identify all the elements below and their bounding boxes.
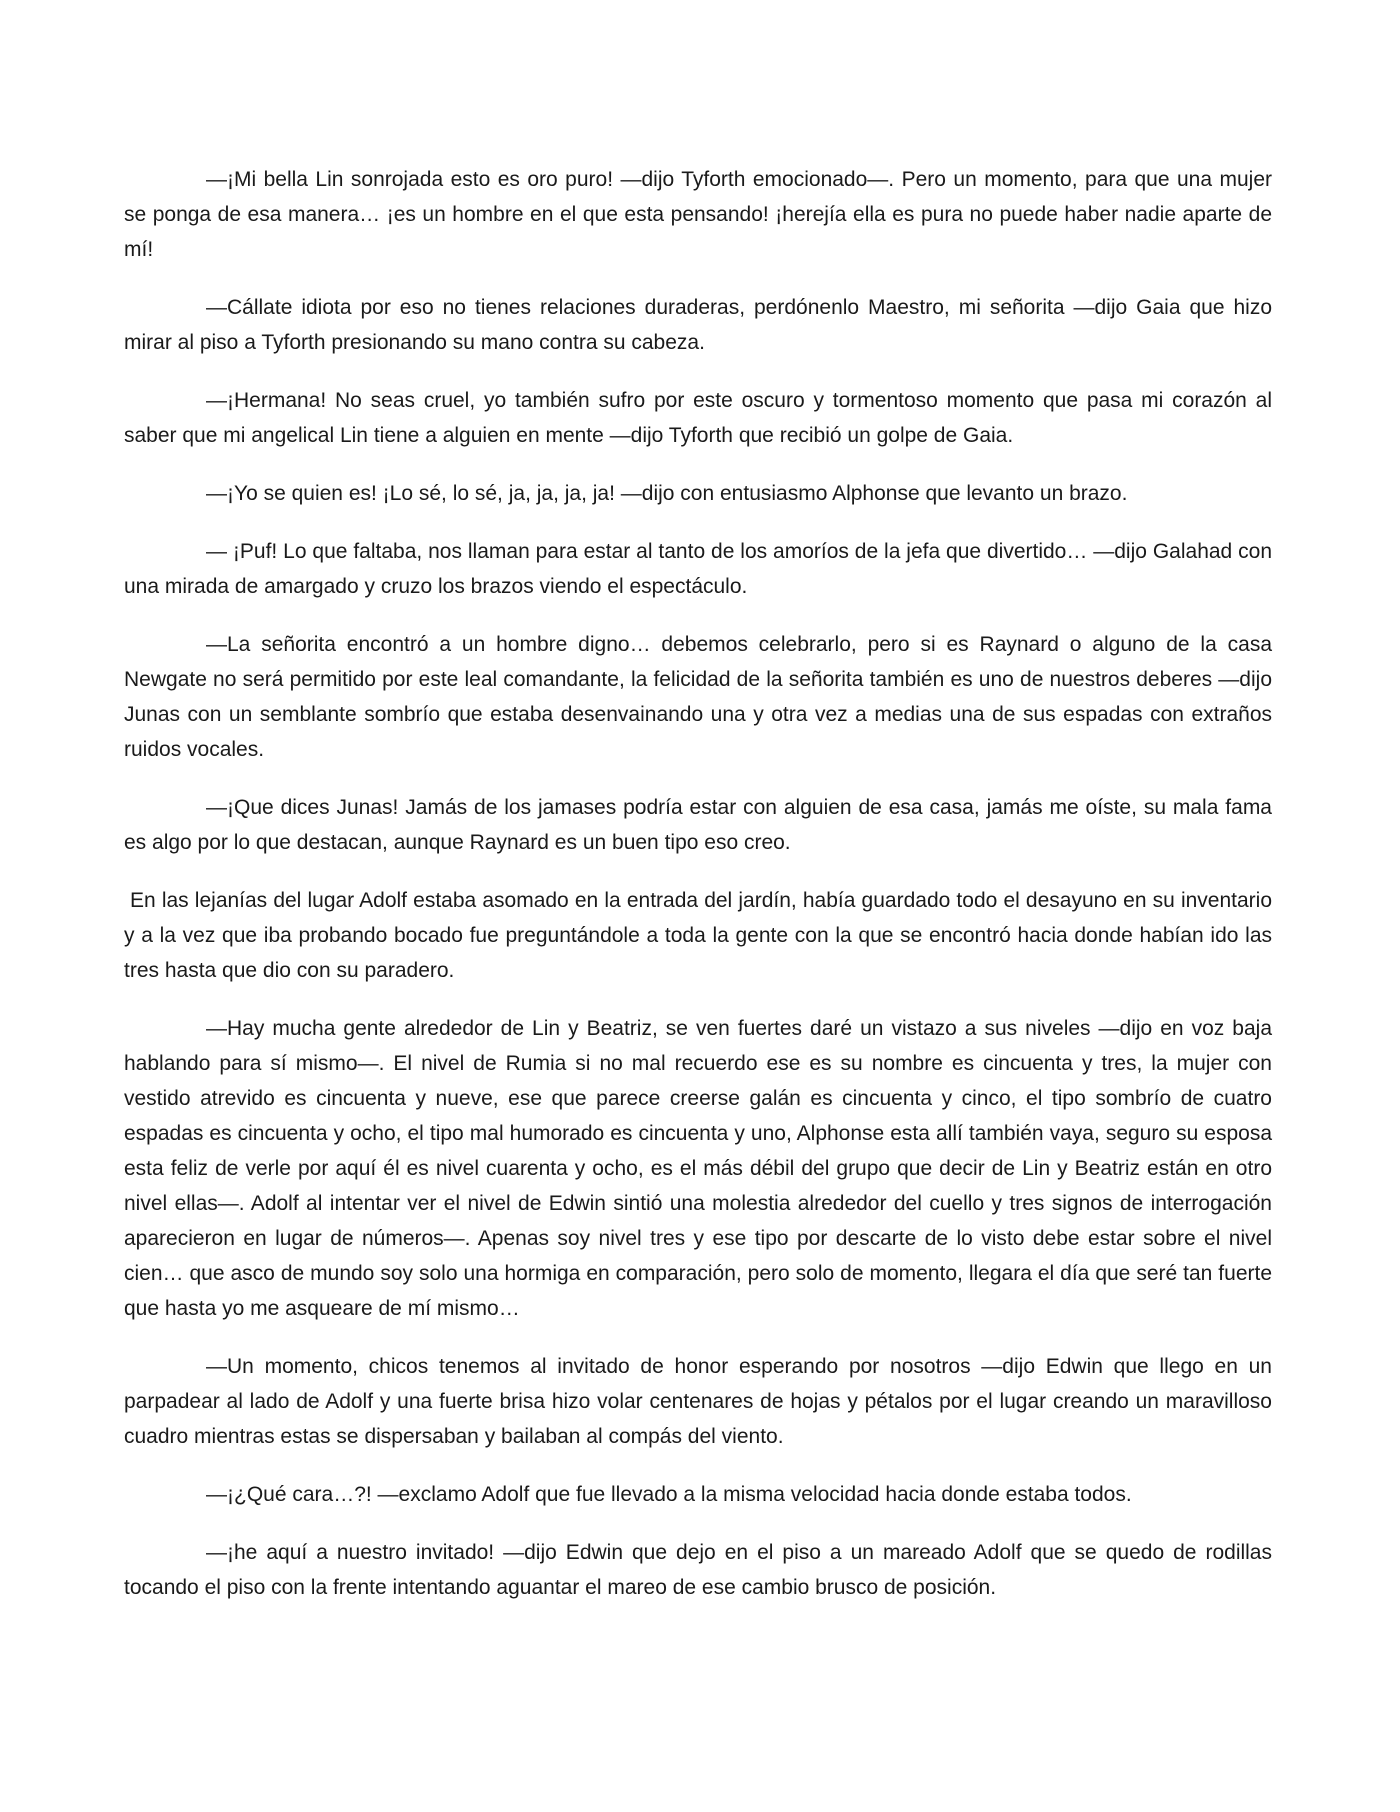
- paragraph: —¡¿Qué cara…?! —exclamo Adolf que fue llevado a la misma velocidad hacia donde estaba todos.: [206, 1483, 1132, 1506]
- paragraph: En las lejanías del lugar Adolf estaba asomado en la entrada del jardín, había guardado todo el desayuno en su inventario y a la vez que iba probando bocado fue preguntándole a toda la gente con la que se encontró hacia donde habían ido las tres hasta que dio con su paradero.: [124, 889, 1272, 982]
- paragraph: — ¡Puf! Lo que faltaba, nos llaman para estar al tanto de los amoríos de la jefa que divertido… —dijo Galahad con una mirada de amargado y cruzo los brazos viendo el espectáculo.: [124, 540, 1272, 598]
- document-page: [124, 162, 1272, 1628]
- paragraph: —¡Hermana! No seas cruel, yo también sufro por este oscuro y tormentoso momento que pasa mi corazón al saber que mi angelical Lin tiene a alguien en mente —dijo Tyforth que recibió un golpe de Gaia.: [124, 389, 1272, 447]
- paragraph: —¡Yo se quien es! ¡Lo sé, lo sé, ja, ja, ja, ja! —dijo con entusiasmo Alphonse que levanto un brazo.: [206, 482, 1128, 505]
- paragraph: —¡he aquí a nuestro invitado! —dijo Edwin que dejo en el piso a un mareado Adolf que se quedo de rodillas tocando el piso con la frente intentando aguantar el mareo de ese cambio brusco de posición.: [124, 1541, 1272, 1599]
- paragraph: —¡Mi bella Lin sonrojada esto es oro puro! —dijo Tyforth emocionado—. Pero un momento, para que una mujer se ponga de esa manera… ¡es un hombre en el que esta pensando! ¡herejía ella es pura no puede haber nadie aparte de mí!: [124, 168, 1272, 261]
- paragraph: —Cállate idiota por eso no tienes relaciones duraderas, perdónenlo Maestro, mi señorita —dijo Gaia que hizo mirar al piso a Tyforth presionando su mano contra su cabeza.: [124, 296, 1272, 354]
- paragraph: —La señorita encontró a un hombre digno… debemos celebrarlo, pero si es Raynard o alguno de la casa Newgate no será permitido por este leal comandante, la felicidad de la señorita también es uno de nuestros deberes —dijo Junas con un semblante sombrío que estaba desenvainando una y otra vez a medias una de sus espadas con extraños ruidos vocales.: [124, 633, 1272, 761]
- paragraph: —¡Que dices Junas! Jamás de los jamases podría estar con alguien de esa casa, jamás me oíste, su mala fama es algo por lo que destacan, aunque Raynard es un buen tipo eso creo.: [124, 796, 1272, 854]
- paragraph: —Hay mucha gente alrededor de Lin y Beatriz, se ven fuertes daré un vistazo a sus niveles —dijo en voz baja hablando para sí mismo—. El nivel de Rumia si no mal recuerdo ese es su nombre es cincuenta y tres, la mujer con vestido atrevido es cincuenta y nueve, ese que parece creerse galán es cincuenta y cinco, el tipo sombrío de cuatro espadas es cincuenta y ocho, el tipo mal humorado es cincuenta y uno, Alphonse esta allí también vaya, seguro su esposa esta feliz de verle por aquí él es nivel cuarenta y ocho, es el más débil del grupo que decir de Lin y Beatriz están en otro nivel ellas—. Adolf al intentar ver el nivel de Edwin sintió una molestia alrededor del cuello y tres signos de interrogación aparecieron en lugar de números—. Apenas soy nivel tres y ese tipo por descarte de lo visto debe estar sobre el nivel cien… que asco de mundo soy solo una hormiga en comparación, pero solo de momento, llegara el día que seré tan fuerte que hasta yo me asqueare de mí mismo…: [124, 1017, 1272, 1320]
- paragraph: —Un momento, chicos tenemos al invitado de honor esperando por nosotros —dijo Edwin que llego en un parpadear al lado de Adolf y una fuerte brisa hizo volar centenares de hojas y pétalos por el lugar creando un maravilloso cuadro mientras estas se dispersaban y bailaban al compás del viento.: [124, 1355, 1272, 1448]
